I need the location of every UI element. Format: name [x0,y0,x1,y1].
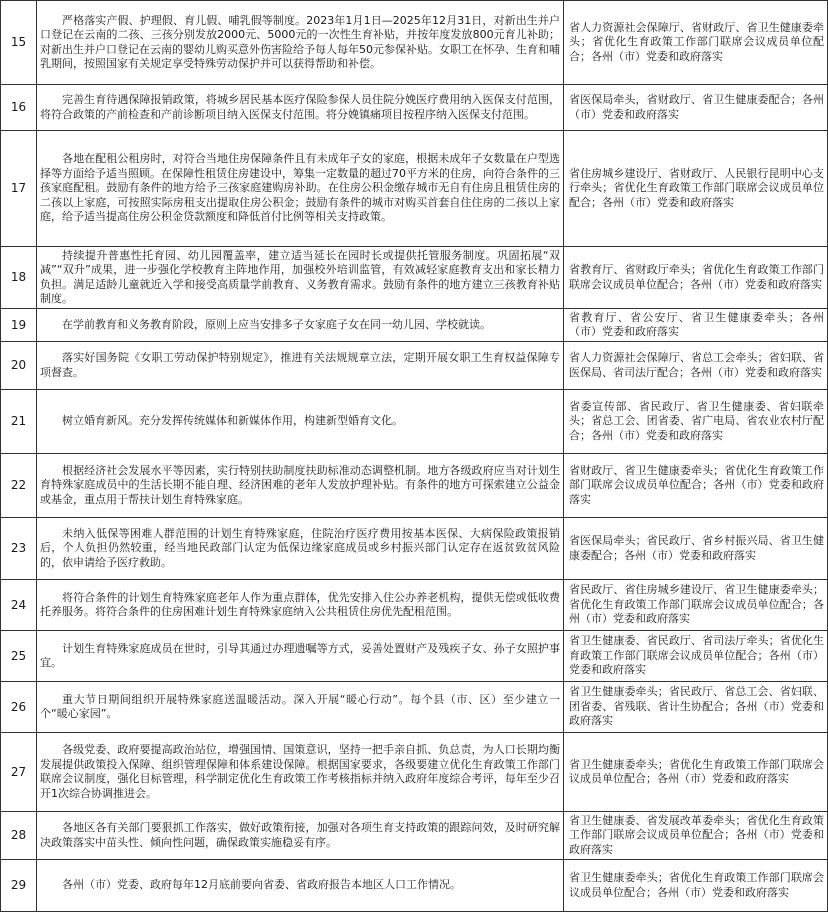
row-number: 22 [1,454,37,518]
table-row [1,309,828,342]
row-number: 17 [1,131,37,247]
responsible-units: 省委宣传部、省民政厅、省卫生健康委、省妇联牵头；省总工会、团省委、省广电局、省农业农村厅配合；各州（市）党委和政府落实 [564,390,828,454]
row-number: 18 [1,247,37,309]
row-number: 23 [1,518,37,580]
table-row [1,454,828,518]
row-number: 19 [1,309,37,342]
responsible-units: 省人力资源社会保障厅、省总工会牵头；省妇联、省医保局、省司法厅配合；各州（市）党委和政府落实 [564,342,828,390]
measure-text: 完善生育待遇保障报销政策，将城乡居民基本医疗保险参保人员住院分娩医疗费用纳入医保支付范围，将符合政策的产前检查和产前诊断项目纳入医保支付范围。将分娩镇痛项目按程序纳入医保支付范围。 [37,85,564,131]
row-number: 25 [1,631,37,682]
responsible-units: 省医保局牵头；省民政厅、省乡村振兴局、省卫生健康委配合；各州（市）党委和政府落实 [564,518,828,580]
table-row [1,682,828,733]
responsible-units: 省卫生健康委牵头；省优化生育政策工作部门联席会议成员单位配合；各州（市）党委和政府落实 [564,733,828,812]
table-row [1,631,828,682]
measure-text: 未纳入低保等困难人群范围的计划生育特殊家庭，住院治疗医疗费用按基本医保、大病保险政策报销后，个人负担仍然较重，经当地民政部门认定为低保边缘家庭成员或乡村振兴部门认定存在返贫致贫风险的，依申请给予医疗救助。 [37,518,564,580]
table-row [1,85,828,131]
measure-text: 各州（市）党委、政府每年12月底前要向省委、省政府报告本地区人口工作情况。 [37,860,564,912]
table-row [1,131,828,247]
responsible-units: 省人力资源社会保障厅、省财政厅、省卫生健康委牵头；省优化生育政策工作部门联席会议成员单位配合；各州（市）党委和政府落实 [564,1,828,85]
measure-text: 计划生育特殊家庭成员在世时，引导其通过办理遗嘱等方式，妥善处置财产及残疾子女、孙子女照护事宜。 [37,631,564,682]
table-row [1,580,828,631]
responsible-units: 省教育厅、省公安厅、省卫生健康委牵头；各州（市）党委和政府落实 [564,309,828,342]
row-number: 16 [1,85,37,131]
table-row [1,733,828,812]
row-number: 15 [1,1,37,85]
row-number: 24 [1,580,37,631]
measure-text: 树立婚育新风。充分发挥传统媒体和新媒体作用，构建新型婚育文化。 [37,390,564,454]
measure-text: 在学前教育和义务教育阶段，原则上应当安排多子女家庭子女在同一幼儿园、学校就读。 [37,309,564,342]
measure-text: 落实好国务院《女职工劳动保护特别规定》，推进有关法规规章立法，定期开展女职工生育权益保障专项督查。 [37,342,564,390]
measure-text: 持续提升普惠性托育园、幼儿园覆盖率，建立适当延长在园时长或提供托管服务制度。巩固拓展“双减”“双升”成果，进一步强化学校教育主阵地作用，加强校外培训监管，有效减轻家庭教育支出和家长精力负担。满足适龄儿童就近入学和接受高质量学前教育、义务教育需求。鼓励有条件的地方建立三孩教育补贴制度。 [37,247,564,309]
row-number: 26 [1,682,37,733]
responsible-units: 省民政厅、省住房城乡建设厅、省卫生健康委牵头；省优化生育政策工作部门联席会议成员单位配合；各州（市）党委和政府落实 [564,580,828,631]
table-row [1,518,828,580]
responsible-units: 省医保局牵头，省财政厅、省卫生健康委配合；各州（市）党委和政府落实 [564,85,828,131]
table-row [1,860,828,912]
measure-text: 将符合条件的计划生育特殊家庭老年人作为重点群体，优先安排入住公办养老机构，提供无偿或低收费托养服务。将符合条件的住房困难计划生育特殊家庭纳入公共租赁住房优先配租范围。 [37,580,564,631]
table-row [1,342,828,390]
responsible-units: 省住房城乡建设厅、省财政厅、人民银行昆明中心支行牵头；省优化生育政策工作部门联席会议成员单位配合；各州（市）党委和政府落实 [564,131,828,247]
row-number: 29 [1,860,37,912]
responsible-units: 省卫生健康委牵头；省民政厅、省总工会、省妇联、团省委、省残联、省计生协配合；各州（市）党委和政府落实 [564,682,828,733]
table-row [1,1,828,85]
policy-table-body [1,1,828,912]
measure-text: 各级党委、政府要提高政治站位，增强国情、国策意识，坚持一把手亲自抓、负总责，为人口长期均衡发展提供政策投入保障、组织管理保障和体系建设保障。根据国家要求，各级要建立优化生育政策工作部门联席会议制度，强化目标管理，科学制定优化生育政策工作考核指标并纳入政府年度综合考评，每年至少召开1次综合协调推进会。 [37,733,564,812]
table-row [1,390,828,454]
row-number: 28 [1,812,37,860]
row-number: 20 [1,342,37,390]
measure-text: 重大节日期间组织开展特殊家庭送温暖活动。深入开展“暖心行动”。每个县（市、区）至少建立一个“暖心家园”。 [37,682,564,733]
responsible-units: 省财政厅、省卫生健康委牵头；省优化生育政策工作部门联席会议成员单位配合；各州（市）党委和政府落实 [564,454,828,518]
responsible-units: 省教育厅、省财政厅牵头；省优化生育政策工作部门联席会议成员单位配合；各州（市）党委和政府落实 [564,247,828,309]
row-number: 21 [1,390,37,454]
responsible-units: 省卫生健康委、省发展改革委牵头；省优化生育政策工作部门联席会议成员单位配合；各州（市）党委和政府落实 [564,812,828,860]
measure-text: 严格落实产假、护理假、育儿假、哺乳假等制度。2023年1月1日—2025年12月31日，对新出生并户口登记在云南的二孩、三孩分别发放2000元、5000元的一次性生育补贴，并按年度发放800元育儿补助；对新出生并户口登记在云南的婴幼儿购买意外伤害险给予每人每年50元参保补贴。女职工在怀孕、生育和哺乳期间，按照国家有关规定享受特殊劳动保护并可以获得帮助和补偿。 [37,1,564,85]
row-number: 27 [1,733,37,812]
table-row [1,247,828,309]
responsible-units: 省卫生健康委、省民政厅、省司法厅牵头；省优化生育政策工作部门联席会议成员单位配合；各州（市）党委和政府落实 [564,631,828,682]
measure-text: 各地在配租公租房时，对符合当地住房保障条件且有未成年子女的家庭，根据未成年子女数量在户型选择等方面给予适当照顾。在保障性租赁住房建设中，筹集一定数量的超过70平方米的住房，向符合条件的三孩家庭配租。鼓励有条件的地方给予三孩家庭建购房补助。在住房公积金缴存城市无自有住房且租赁住房的二孩以上家庭，可按照实际房租支出提取住房公积金；鼓励有条件的城市对购买首套自住住房的二孩以上家庭，给予适当提高住房公积金贷款额度和降低首付比例等相关支持政策。 [37,131,564,247]
measure-text: 根据经济社会发展水平等因素，实行特别扶助制度扶助标准动态调整机制。地方各级政府应当对计划生育特殊家庭成员中的生活长期不能自理、经济困难的老年人发放护理补贴。有条件的地方可探索建立公益金或基金，重点用于帮扶计划生育特殊家庭。 [37,454,564,518]
responsible-units: 省卫生健康委牵头；省优化生育政策工作部门联席会议成员单位配合；各州（市）党委和政府落实 [564,860,828,912]
measure-text: 各地区各有关部门要狠抓工作落实，做好政策衔接，加强对各项生育支持政策的跟踪问效，及时研究解决政策落实中苗头性、倾向性问题，确保政策实施稳妥有序。 [37,812,564,860]
table-row [1,812,828,860]
